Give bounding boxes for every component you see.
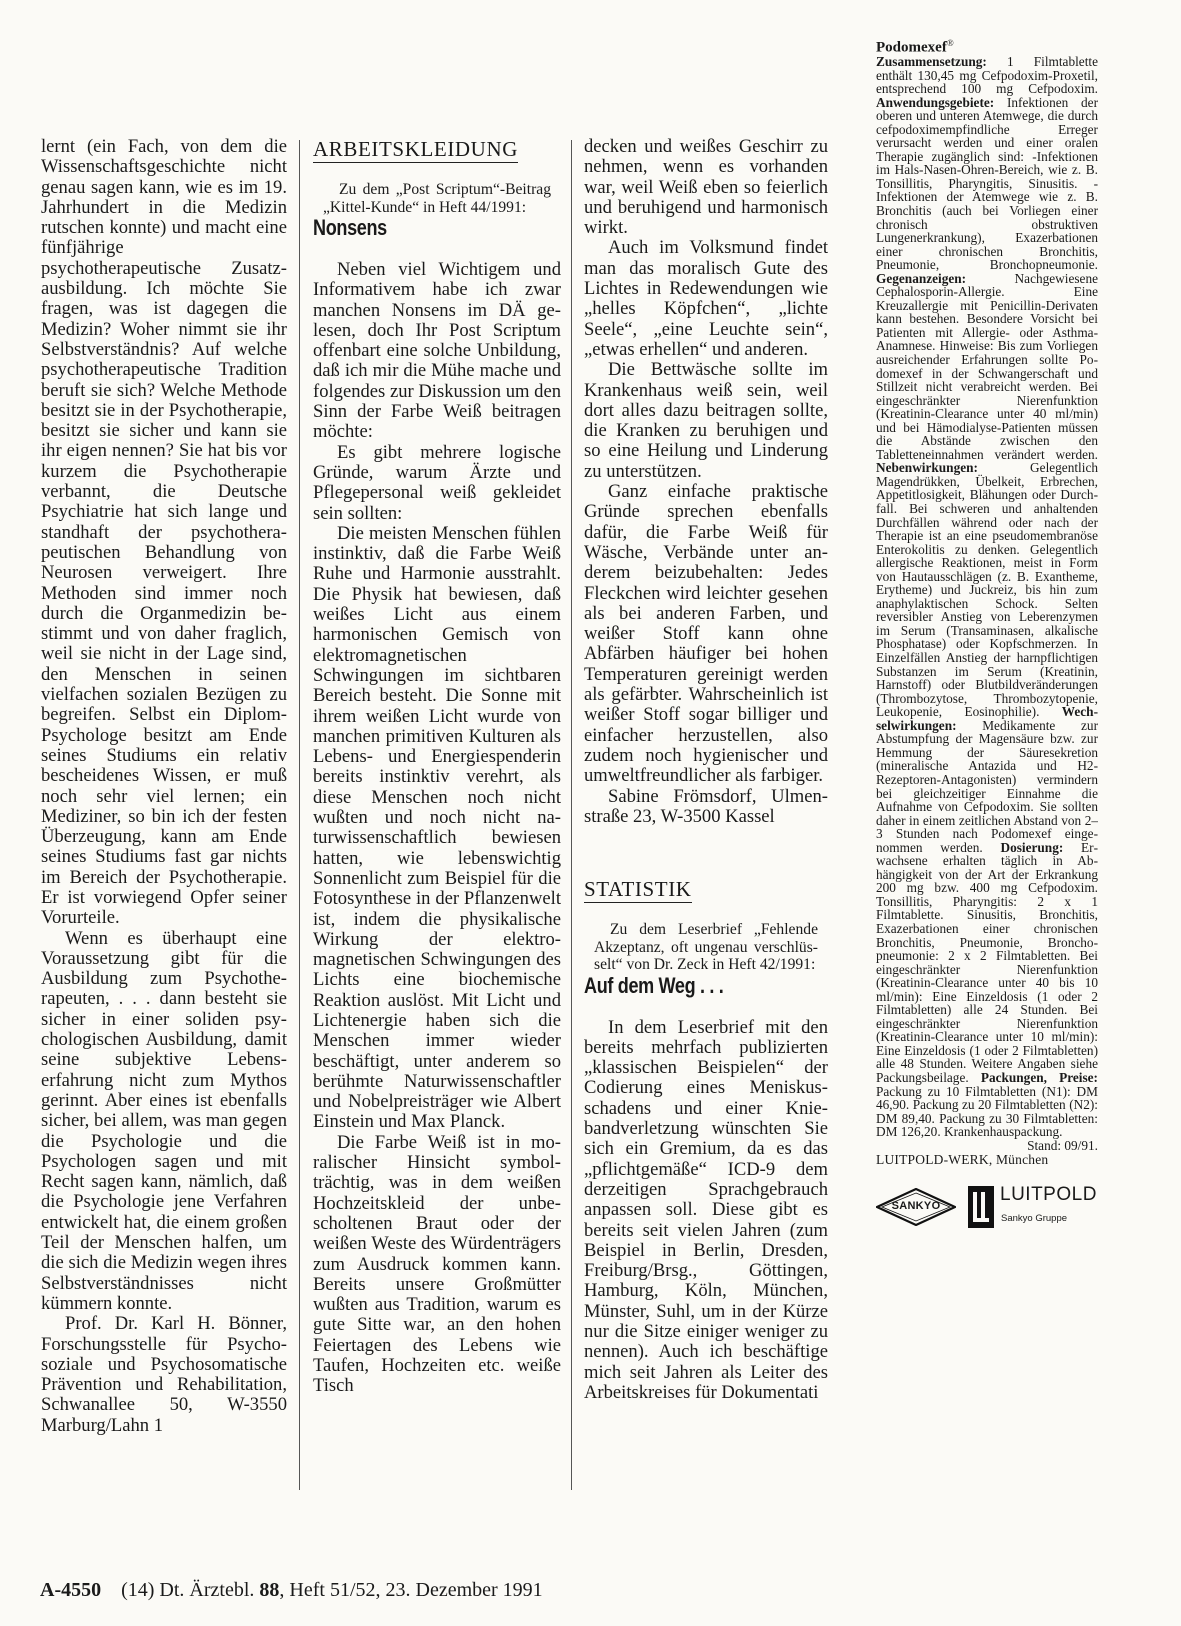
ad-section-text: Nachgewiesene Cephalosporin-Allergie. Eine Kreuzallergie mit Penicillin-Derivaten kann bestehen. Besondere Vorsicht bei Patienten mit Allergie- oder Asthma-Anamnese. Hinweise: Bis zum Vorliegen ausreichender Erfahrungen sollte Podomexef in der Schwangerschaft und Stillzeit nicht verabreicht werden. Bei eingeschränkter Nierenfunktion (Kreatinin-Clearance unter 40 ml/min) und bei Hämodialyse-Patienten müssen die Abstände zwischen den Tabletteneinnahmen verändert werden.: [876, 270, 1098, 462]
letter-paragraph: Wenn es überhaupt eine Voraussetzung gibt für die Ausbildung zum Psychotherapeuten, . . . dann besteht sie sicher in einer soliden psychologischen Ausbildung, damit seine subjektive Lebenserfahrung nicht zum Mythos gerinnt. Aber eines ist ebenfalls sicher, bei allem, was man gegen die Psychologie und die Psychologen sagen und mit Recht sagen kann, nämlich, daß die Psychologie jene Verfahren entwickelt hat, die einem großen Teil der Menschen halfen, um die sich die Medizin wegen ihres Selbstverständnisses nicht kümmern konnte.: [41, 927, 287, 1314]
letter-signature: Prof. Dr. Karl H. Bönner, Forschungsstelle für Psychosoziale und Psychosomatische Prävention und Rehabilitation, Schwanallee 50, W-3550 Marburg/Lahn 1: [41, 1313, 287, 1436]
ad-section-label: Packungen, Preise:: [980, 1069, 1098, 1085]
column-divider: [571, 140, 572, 1490]
ad-section-text: Gelegentlich Magendrükken, Übelkeit, Erbrechen, Appetitlosigkeit, Blähungen oder Durchfall. Bei schweren und anhaltenden Durchfällen während oder nach der Therapie ist an eine pseudomembranöse Enterokolitis zu denken. Gelegentlich allergische Reaktionen, meist in Form von Hautausschlägen (z. B. Exantheme, Erytheme) und Juckreiz, bis hin zum anaphylaktischen Schock. Selten reversibler Anstieg von Leberenzymen im Serum (Transaminasen, alkalische Phosphatase) oder Kopfschmerzen. In Einzelfällen Anstieg der harnpflichtigen Substanzen im Serum (Kreatinin, Harnstoff) oder Blutbildveränderungen (Thrombozytose, Thrombozytopenie, Leukopenie, Eosinophilie).: [876, 460, 1098, 720]
letter-paragraph: Es gibt mehrere logische Gründe, warum Ärzte und Pflegepersonal weiß gekleidet sein sollten:: [313, 441, 561, 524]
letter-signature: Sabine Frömsdorf, Ulmenstraße 23, W-3500 Kassel: [584, 785, 828, 827]
ad-section-text: Infektionen der oberen und unteren Atemwege, die durch cefpodoximempfindliche Erreger verursacht werden und einer oralen Therapie zugänglich sind: -Infektionen im Hals-Nasen-Ohren-Bereich, wie z. B. Tonsillitis, Pharyngitis, Sinusitis. -Infektionen der Atemwege wie z. B. Bronchitis (auch bei Vorliegen einer chronisch obstruktiven Lungenerkrankung), Exazerbationen einer chronischen Bronchitis, Pneumonie, Bronchopneumonie.: [876, 94, 1098, 273]
logo-row: [876, 1182, 1098, 1232]
luitpold-logo-text: LUITPOLD: [1000, 1184, 1097, 1206]
letter-paragraph: Die meisten Menschen fühlen instinktiv, daß die Farbe Weiß Ruhe und Harmonie ausstrahlt. Die Physik hat bewiesen, daß weißes Licht aus einem harmonischen Gemisch von elektromagnetischen Schwingungen im sichtbaren Bereich besteht. Die Sonne mit ihrem weißen Licht wurde von manchen primitiven Kulturen als Lebens- und Energiespenderin bereits instinktiv verehrt, als diese Menschen noch nicht wußten und noch nicht naturwissenschaftlich bewiesen hatten, wie lebenswichtig Sonnenlicht zum Beispiel für die Fotosynthese in der Pflanzenwelt ist, indem die physikalische Wirkung der elektromagnetischen Schwingungen des Lichts eine biochemische Reaktion auslöst. Mit Licht und Lichtenergie haben sich die Menschen immer wieder beschäftigt, unter anderem so berühmte Naturwissenschaftler und Nobelpreisträger wie Albert Einstein und Max Planck.: [313, 522, 561, 1133]
letter-paragraph: decken und weißes Geschirr zu nehmen, wenn es vorhanden war, weil Weiß eben so feierlich und beruhigend und harmonisch wirkt.: [584, 137, 828, 239]
drug-advertisement: [876, 37, 1098, 1507]
letter-paragraph: Die Bettwäsche sollte im Krankenhaus weiß sein, weil dort alles dazu beitragen sollte, die Kranken zu beruhigen und so eine Heilung und Linderung zu unterstützen.: [584, 359, 828, 482]
ad-section-label: Dosierung:: [1000, 839, 1064, 855]
page-footer: [40, 1579, 543, 1602]
ad-section-text: 1 Filmtablette enthält 130,45 mg Cefpodoxim-Proxetil, entsprechend 100 mg Cefpodoxim.: [876, 53, 1098, 97]
ad-section-label: Zusammensetzung:: [876, 53, 987, 69]
letter-headline: Nonsens: [313, 215, 387, 240]
letter-paragraph: In dem Leserbrief mit den bereits mehrfach publizierten „klassischen Beispielen“ der Codierung eines Meniskusschadens und einer Kniebandverletzung wünschten Sie sich ein Gremium, da es das „pflichtgemäße“ ICD-9 dem derzeitigen Sprachgebrauch anpassen soll. Diese gibt es bereits seit vielen Jahren (zum Beispiel in Berlin, Dresden, Freiburg/Brsg., Göttingen, Hamburg, Köln, München, Münster, Suhl, um in der Kürze nur die Sitze einiger weniger zu nennen). Auch ich beschäftige mich seit Jahren als Leiter des Arbeitskreises für Dokumentati: [584, 1016, 828, 1403]
letter-headline: Auf dem Weg . . .: [584, 972, 724, 998]
ad-section-text: Erwachsene erhalten täglich in Abhängigkeit von der Art der Erkrankung 200 mg bzw. 400 mg Cefpodoxim. Tonsillitis, Pharyngitis: 2 x 1 Filmtablette. Sinusitis, Bronchitis, Exazerbationen einer chronischen Bronchitis, Pneumonie, Bronchopneumonie: 2 x 2 Filmtabletten. Bei eingeschränkter Nierenfunktion (Kreatinin-Clearance unter 40 bis 10 ml/min): Eine Einzeldosis (1 oder 2 Filmtabletten) alle 24 Stunden. Bei eingeschränkter Nierenfunktion (Kreatinin-Clearance unter 10 ml/min): Eine Einzeldosis (1 oder 2 Filmtabletten) alle 48 Stunden. Weitere Angaben siehe Packungsbeilage.: [876, 839, 1098, 1085]
ad-stand-date: Stand: 09/91.: [1027, 1137, 1098, 1153]
issue-info: , Heft 51/52, 23. Dezember 1991: [279, 1579, 543, 1601]
product-name: Podomexef: [876, 39, 947, 56]
letter-paragraph: Neben viel Wichtigem und Informativem habe ich zwar manchen Nonsens im DÄ gelesen, doch Ihr Post Scriptum offenbart eine solche Unbildung, daß ich mir die Mühe mache und folgendes zur Diskussion um den Sinn der Farbe Weiß beitragen möchte:: [313, 259, 561, 443]
luitpold-logo: [968, 1182, 1098, 1232]
journal-volume: 88: [259, 1579, 280, 1601]
ad-section-label: Gegenanzeigen:: [876, 270, 967, 286]
letter-paragraph: Ganz einfache praktische Gründe sprechen ebenfalls dafür, die Farbe Weiß für Wäsche, Verbände unter anderem beizubehalten: Jedes Fleckchen wird leichter gesehen als bei anderen Farben, und weißer Stoff kann ohne Abfärben häufiger bei hohen Temperaturen gereinigt werden als gefärbter. Wahrscheinlich ist weißer Stoff sogar billiger und einfacher herzustellen, also zudem noch hygienischer und umweltfreundlicher als farbiger.: [584, 481, 828, 787]
letter-paragraph: lernt (ein Fach, von dem die Wissenschaftsgeschichte nicht genau sagen kann, wie es im 19. Jahrhundert in die Medizin rutschen konnte) und macht eine fünfjährige psychotherapeutische Zusatzausbildung. Ich möchte Sie fragen, was ist dagegen die Medizin? Woher nimmt sie ihr Selbstverständnis? Auf welche psychotherapeutische Tradition beruft sie sich? Welche Methode besitzt sie in der Psychotherapie, besitzt sie sicher und kann sie ihr eigen nennen? Sie hat bis vor kurzem die Psychotherapie verbannt, die Deutsche Psychiatrie hat sich lange und standhaft der psychotherapeutischen Behandlung von Neurosen verweigert. Ihre Methoden sind immer noch durch die Organmedizin bestimmt und von daher fraglich, weil sie nicht in der Lage sind, den Menschen in seinen vielfachen sozialen Bezügen zu begreifen. Selbst ein Diplom-Psychologe besitzt am Ende seines Studiums ein relativ bescheidenes Wissen, er muß noch sehr viel lernen; ein Mediziner, so bin ich der festen Überzeugung, kann am Ende seines Studiums fast gar nichts im Bereich der Psychotherapie. Er ist vorwiegend Opfer seiner Vorurteile.: [41, 137, 287, 929]
ad-section-text: Medikamente zur Abstumpfung der Magensäure bzw. zur Hemmung der Säuresekretion (mineralische Antazida und H2-Rezeptoren-Antagonisten) vermindern bei gleichzeitiger Einnahme die Aufnahme von Cefpodoxim. Sie sollten daher in einem zeitlichen Abstand von 2–3 Stunden nach Podomexef eingenommen werden.: [876, 717, 1098, 855]
company-name: LUITPOLD-WERK, München: [876, 1151, 1049, 1167]
journal-name: (14) Dt. Ärztebl.: [121, 1579, 255, 1601]
letter-column-2: [313, 137, 561, 1493]
ad-section-label: Anwendungsgebiete:: [876, 94, 995, 110]
reference-note: Zu dem Leserbrief „Fehlende Akzeptanz, oft ungenau verschlüsselt“ von Dr. Zeck in Heft 42/1991:: [594, 921, 818, 974]
sankyo-logo: [876, 1188, 956, 1226]
ad-section-label: Wechselwirkungen:: [876, 704, 1098, 733]
luitpold-subtitle: Sankyo Gruppe: [1001, 1213, 1068, 1225]
letter-paragraph: Die Farbe Weiß ist in moralischer Hinsicht symbolträchtig, was in dem weißen Hochzeitskleid der unbescholtenen Braut oder der weißen Weste des Würdenträgers zum Ausdruck kommen kann. Bereits unsere Großmütter wußten aus Tradition, warum es gute Sitte war, an den hohen Feiertagen des Lebens wie Taufen, Hochzeiten etc. weiße Tisch: [313, 1131, 561, 1397]
letter-column-1: [41, 137, 287, 1493]
ad-section-label: Nebenwirkungen:: [876, 460, 978, 476]
section-rubric: ARBEITSKLEIDUNG: [313, 137, 518, 161]
page-number: A-4550: [40, 1579, 102, 1601]
sankyo-logo-text: SANKYO: [891, 1200, 941, 1213]
column-divider: [299, 140, 300, 1490]
letter-column-3: [584, 137, 828, 1493]
ad-body: [876, 37, 1098, 1153]
luitpold-mark-icon: [968, 1186, 994, 1228]
section-rubric: STATISTIK: [584, 877, 692, 902]
letter-paragraph: Auch im Volksmund findet man das moralisch Gute des Lichtes in Redewendungen wie „helles Köpfchen“, „lichte Seele“, „eine Leuchte sein“, „etwas erhellen“ und anderen.: [584, 237, 828, 360]
registered-mark: ®: [946, 38, 954, 48]
reference-note: Zu dem „Post Scriptum“-Beitrag „Kittel-Kunde“ in Heft 44/1991:: [323, 181, 551, 216]
ad-section-text: Packung zu 10 Filmtabletten (N1): DM 46,90. Packung zu 20 Filmtabletten (N2): DM 89,40. Packung zu 30 Filmtabletten: DM 126,20. Krankenhauspackung.: [876, 1083, 1098, 1140]
